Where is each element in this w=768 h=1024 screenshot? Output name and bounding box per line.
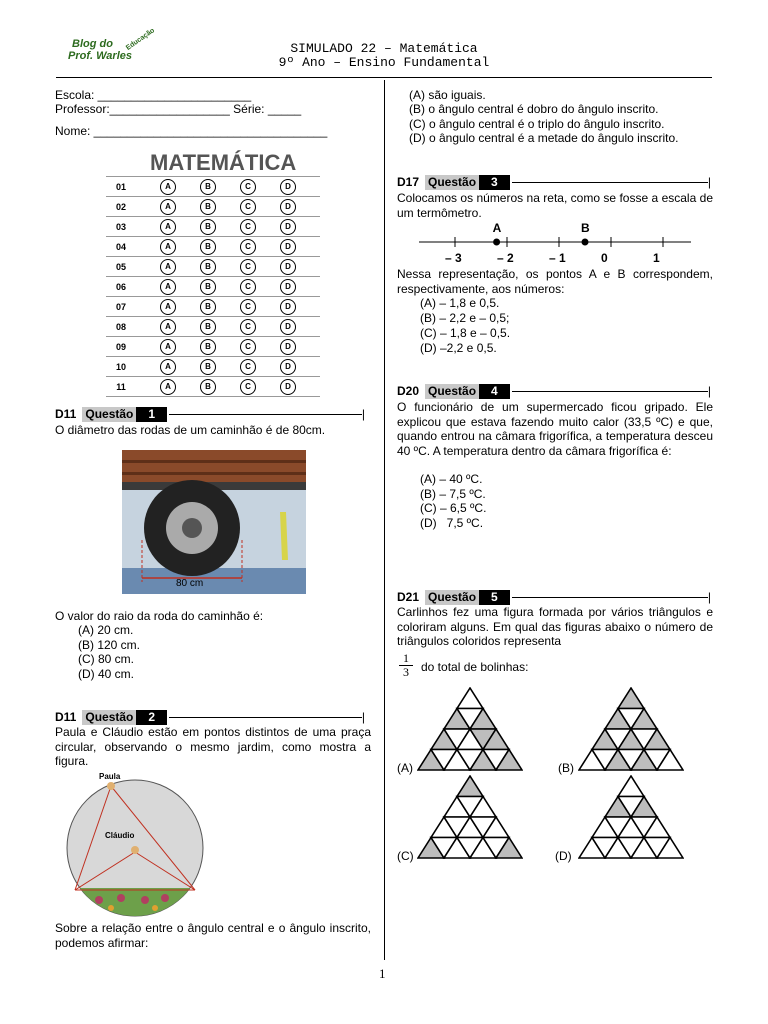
point-b-label: B [581, 221, 590, 235]
answer-bubble-a[interactable]: A [160, 339, 176, 355]
tick-label: – 2 [497, 251, 514, 264]
q1-number: 1 [136, 407, 167, 422]
answer-row-number: 11 [116, 381, 126, 392]
question-4-header [397, 384, 711, 399]
answer-bubble-d[interactable]: D [280, 199, 296, 215]
hub [182, 518, 202, 538]
q4-text: O funcionário de um supermercado ficou gripado. Ele explicou que estava fazendo muito calor (33,5 ºC) e que, quando entrou na câmara frigorífica, a temperatura desceu 40 ºC. A temperatura dentro da câmara frigorífica é: [397, 400, 713, 458]
answer-bubble-c[interactable]: C [240, 199, 256, 215]
answer-bubble-d[interactable]: D [280, 339, 296, 355]
answer-bubble-b[interactable]: B [200, 319, 216, 335]
small-triangle [618, 688, 644, 709]
q3-number: 3 [479, 175, 510, 190]
paula-figure [107, 782, 115, 790]
answer-bubble-b[interactable]: B [200, 259, 216, 275]
answer-bubble-d[interactable]: D [280, 219, 296, 235]
answer-row [106, 237, 320, 257]
answer-bubble-c[interactable]: C [240, 339, 256, 355]
school-field[interactable]: Escola: _______________________ [55, 88, 252, 102]
answer-bubble-b[interactable]: B [200, 219, 216, 235]
answer-bubble-b[interactable]: B [200, 199, 216, 215]
q2-rule-end: | [361, 710, 365, 724]
tick-label: – 3 [445, 251, 462, 264]
answer-bubble-b[interactable]: B [200, 279, 216, 295]
small-triangle [618, 776, 644, 797]
header-rule [56, 77, 712, 78]
answer-bubble-a[interactable]: A [160, 359, 176, 375]
teacher-field[interactable]: Professor:__________________ Série: _____ [55, 102, 302, 116]
q5-text: Carlinhos fez uma figura formada por vários triângulos e coloriram alguns. Em qual das figuras abaixo o número de triângulos coloridos representa [397, 605, 713, 648]
answer-bubble-d[interactable]: D [280, 359, 296, 375]
ground [122, 568, 306, 594]
claudio-label: Cláudio [105, 831, 135, 840]
q1-text: O diâmetro das rodas de um caminhão é de 80cm. [55, 423, 326, 437]
answer-row-number: 05 [115, 261, 126, 272]
q2-option-b[interactable]: (B) o ângulo central é dobro do ângulo inscrito. [409, 102, 659, 116]
answer-row-number: 07 [115, 301, 126, 312]
answer-sheet-rows [106, 176, 320, 397]
answer-bubble-c[interactable]: C [240, 379, 256, 395]
q4-label: Questão [425, 384, 479, 399]
answer-sheet-title: MATEMÁTICA [150, 150, 297, 175]
q2-rule [169, 717, 362, 718]
answer-bubble-d[interactable]: D [280, 319, 296, 335]
triangle-figure-d [578, 775, 684, 859]
answer-row-number: 09 [115, 341, 126, 352]
q3-option-b[interactable]: (B) – 2,2 e – 0,5; [420, 311, 510, 325]
point-a-label: A [492, 221, 502, 235]
triangle-figure-b [578, 687, 684, 771]
page-subtitle: 9º Ano – Ensino Fundamental [278, 55, 490, 70]
question-2-header [55, 710, 365, 725]
answer-bubble-d[interactable]: D [280, 299, 296, 315]
answer-row [106, 217, 320, 237]
small-triangle [457, 688, 483, 709]
name-field[interactable]: Nome: ___________________________________ [55, 124, 328, 138]
answer-row-number: 02 [115, 201, 126, 212]
answer-row [106, 297, 320, 317]
q2-option-d[interactable]: (D) o ângulo central é a metade do ângulo inscrito. [409, 131, 679, 145]
paula-label: Paula [99, 772, 121, 781]
question-5-header [397, 590, 711, 605]
q5-text-after: do total de bolinhas: [421, 660, 529, 674]
q2-text: Paula e Cláudio estão em pontos distintos de uma praça circular, observando o mesmo jardim, como mostra a figura. [55, 725, 371, 768]
tick-label: 1 [653, 251, 660, 264]
answer-row-number: 06 [115, 281, 126, 292]
q1-option-c[interactable]: (C) 80 cm. [78, 652, 135, 666]
answer-bubble-d[interactable]: D [280, 179, 296, 195]
q1-descriptor: D11 [55, 407, 77, 421]
column-divider [384, 80, 385, 960]
q4-option-b[interactable]: (B) – 7,5 ºC. [420, 487, 486, 501]
figure-label-a: (A) [397, 761, 413, 775]
logo-line2: Prof. Warles [68, 50, 132, 62]
figure-label-d: (D) [555, 849, 572, 863]
answer-bubble-a[interactable]: A [160, 239, 176, 255]
q4-descriptor: D20 [397, 384, 420, 398]
q3-text: Colocamos os números na reta, como se fosse a escala de um termômetro. [397, 191, 713, 220]
q2-number: 2 [136, 710, 167, 725]
q1-option-b[interactable]: (B) 120 cm. [78, 638, 141, 652]
answer-bubble-c[interactable]: C [240, 359, 256, 375]
answer-row [106, 277, 320, 297]
q1-option-d[interactable]: (D) 40 cm. [78, 667, 135, 681]
page-number: 1 [379, 966, 386, 981]
q5-descriptor: D21 [397, 590, 420, 604]
q1-prompt: O valor do raio da roda do caminhão é: [55, 609, 264, 623]
answer-row [106, 317, 320, 337]
answer-row [106, 177, 320, 197]
logo-tag: Educação [124, 27, 157, 52]
q3-option-c[interactable]: (C) – 1,8 e – 0,5. [420, 326, 511, 340]
answer-bubble-c[interactable]: C [240, 319, 256, 335]
diameter-label: 80 cm [176, 578, 204, 589]
q3-descriptor: D17 [397, 175, 420, 189]
answer-bubble-a[interactable]: A [160, 199, 176, 215]
q2-option-c[interactable]: (C) o ângulo central é o triplo do ângulo inscrito. [409, 117, 665, 131]
q1-option-a[interactable]: (A) 20 cm. [78, 623, 134, 637]
answer-bubble-c[interactable]: C [240, 279, 256, 295]
q5-label: Questão [425, 590, 479, 605]
truck-wheel-figure [122, 450, 306, 594]
truck-body [122, 450, 306, 482]
answer-bubble-c[interactable]: C [240, 179, 256, 195]
answer-row-number: 03 [115, 221, 126, 232]
answer-bubble-a[interactable]: A [160, 379, 176, 395]
answer-bubble-b[interactable]: B [200, 339, 216, 355]
q4-option-c[interactable]: (C) – 6,5 ºC. [420, 501, 487, 515]
q3-prompt: Nessa representação, os pontos A e B correspondem, respectivamente, aos números: [397, 267, 713, 296]
q1-rule [169, 414, 362, 415]
answer-row-number: 10 [115, 361, 126, 372]
answer-row-number: 08 [115, 321, 126, 332]
number-line [415, 218, 695, 264]
question-1-header [55, 407, 365, 422]
point-a [493, 239, 500, 246]
q4-number: 4 [479, 384, 510, 399]
logo-line1: Blog do [72, 38, 113, 50]
answer-bubble-d[interactable]: D [280, 239, 296, 255]
answer-bubble-b[interactable]: B [200, 299, 216, 315]
answer-bubble-c[interactable]: C [240, 239, 256, 255]
q4-option-d[interactable]: (D) 7,5 ºC. [420, 516, 484, 530]
answer-bubble-b[interactable]: B [200, 359, 216, 375]
answer-row [106, 257, 320, 277]
q5-rule-end: | [707, 590, 711, 604]
point-b [582, 239, 589, 246]
question-3-header [397, 175, 711, 190]
garden [55, 888, 215, 918]
q3-label: Questão [425, 175, 479, 190]
page-title: SIMULADO 22 – Matemática [290, 41, 478, 56]
tick-label: – 1 [549, 251, 566, 264]
small-triangle [457, 776, 483, 797]
triangle-figure-c [417, 775, 523, 859]
tick-label: 0 [601, 251, 608, 264]
fraction-numerator: 1 [399, 652, 413, 666]
answer-bubble-c[interactable]: C [240, 299, 256, 315]
q1-label: Questão [82, 407, 136, 422]
q5-number: 5 [479, 590, 510, 605]
answer-bubble-a[interactable]: A [160, 319, 176, 335]
answer-sheet [106, 150, 320, 394]
q2-descriptor: D11 [55, 710, 77, 724]
q1-rule-end: | [361, 407, 365, 421]
q3-rule-end: | [707, 175, 711, 189]
answer-bubble-d[interactable]: D [280, 279, 296, 295]
q3-rule [512, 182, 708, 183]
answer-bubble-a[interactable]: A [160, 299, 176, 315]
q4-rule [512, 391, 708, 392]
answer-bubble-a[interactable]: A [160, 219, 176, 235]
q3-option-a[interactable]: (A) – 1,8 e 0,5. [420, 296, 500, 310]
triangle-figure-a [417, 687, 523, 771]
q2-option-a[interactable]: (A) são iguais. [409, 88, 486, 102]
answer-bubble-a[interactable]: A [160, 179, 176, 195]
answer-bubble-a[interactable]: A [160, 259, 176, 275]
answer-bubble-a[interactable]: A [160, 279, 176, 295]
fraction [399, 652, 413, 679]
answer-row [106, 357, 320, 377]
answer-bubble-d[interactable]: D [280, 259, 296, 275]
q2-label: Questão [82, 710, 136, 725]
answer-bubble-b[interactable]: B [200, 179, 216, 195]
q3-option-d[interactable]: (D) –2,2 e 0,5. [420, 341, 497, 355]
fraction-denominator: 3 [403, 665, 409, 679]
q4-option-a[interactable]: (A) – 40 ºC. [420, 472, 483, 486]
answer-bubble-b[interactable]: B [200, 239, 216, 255]
circular-square-figure [55, 770, 215, 918]
answer-bubble-b[interactable]: B [200, 379, 216, 395]
figure-label-b: (B) [558, 761, 574, 775]
q5-rule [512, 597, 708, 598]
answer-row-number: 04 [115, 241, 126, 252]
q4-rule-end: | [707, 384, 711, 398]
claudio-figure [131, 846, 139, 854]
answer-row [106, 377, 320, 397]
answer-bubble-d[interactable]: D [280, 379, 296, 395]
answer-row [106, 337, 320, 357]
answer-row-number: 01 [115, 181, 126, 192]
answer-bubble-c[interactable]: C [240, 259, 256, 275]
figure-label-c: (C) [397, 849, 414, 863]
answer-bubble-c[interactable]: C [240, 219, 256, 235]
q2-prompt: Sobre a relação entre o ângulo central e o ângulo inscrito, podemos afirmar: [55, 921, 371, 950]
answer-row [106, 197, 320, 217]
